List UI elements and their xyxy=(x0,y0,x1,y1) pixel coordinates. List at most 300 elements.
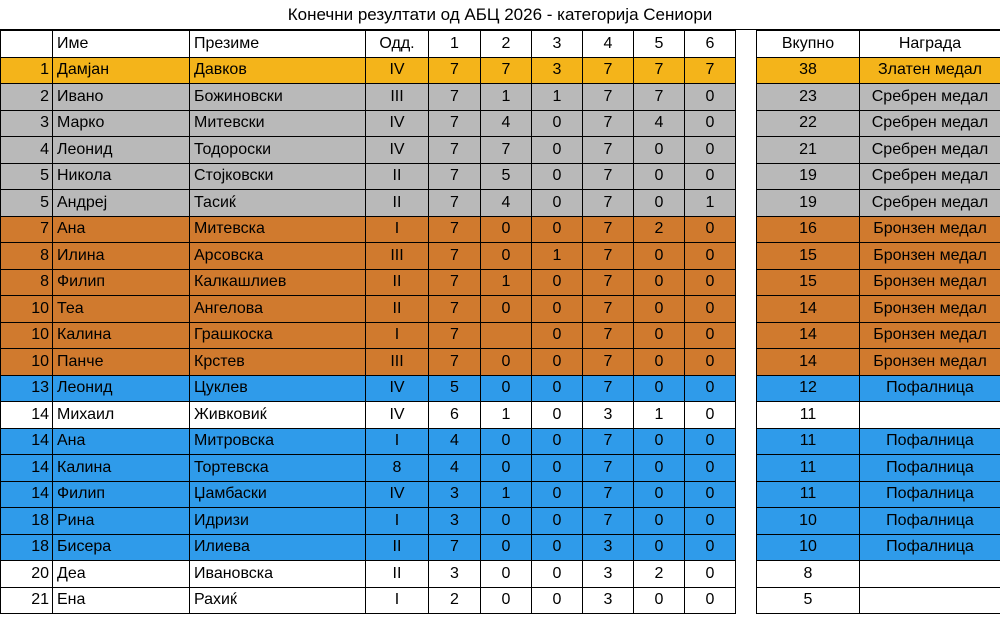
score-cell-6: 0 xyxy=(685,243,736,270)
score-cell-6: 1 xyxy=(685,190,736,217)
last-name-cell: Рахиќ xyxy=(190,587,366,614)
score-cell-1: 4 xyxy=(429,428,481,455)
rank-cell: 5 xyxy=(1,190,53,217)
table-row xyxy=(1,402,1000,429)
spacer-cell xyxy=(736,402,757,429)
score-cell-2: 0 xyxy=(481,375,532,402)
score-cell-6: 0 xyxy=(685,587,736,614)
score-cell-6: 0 xyxy=(685,349,736,376)
first-name-cell: Леонид xyxy=(53,375,190,402)
score-cell-6: 0 xyxy=(685,163,736,190)
table-row xyxy=(1,428,1000,455)
score-cell-2: 0 xyxy=(481,508,532,535)
score-cell-5: 4 xyxy=(634,110,685,137)
score-cell-4: 7 xyxy=(583,163,634,190)
header-problem-5: 5 xyxy=(634,31,685,58)
spacer-cell xyxy=(736,455,757,482)
class-cell: II xyxy=(366,534,429,561)
score-cell-4: 3 xyxy=(583,402,634,429)
spacer-cell xyxy=(736,561,757,588)
total-cell: 14 xyxy=(757,296,860,323)
score-cell-3: 0 xyxy=(532,296,583,323)
score-cell-6: 0 xyxy=(685,402,736,429)
award-cell xyxy=(860,587,1000,614)
score-cell-6: 0 xyxy=(685,561,736,588)
last-name-cell: Крстев xyxy=(190,349,366,376)
header-rank xyxy=(1,31,53,58)
spacer-cell xyxy=(736,349,757,376)
score-cell-2: 4 xyxy=(481,190,532,217)
award-cell: Пофалница xyxy=(860,534,1000,561)
score-cell-5: 0 xyxy=(634,349,685,376)
score-cell-2: 0 xyxy=(481,561,532,588)
score-cell-1: 3 xyxy=(429,561,481,588)
score-cell-4: 7 xyxy=(583,322,634,349)
rank-cell: 7 xyxy=(1,216,53,243)
spacer-cell xyxy=(736,534,757,561)
class-cell: IV xyxy=(366,375,429,402)
last-name-cell: Ивановска xyxy=(190,561,366,588)
last-name-cell: Ангелова xyxy=(190,296,366,323)
spacer-cell xyxy=(736,428,757,455)
sheet-title: Конечни резултати од АБЦ 2026 - категорија Сениори xyxy=(0,0,1000,30)
first-name-cell: Калина xyxy=(53,322,190,349)
award-cell xyxy=(860,402,1000,429)
header-total: Вкупно xyxy=(757,31,860,58)
score-cell-1: 2 xyxy=(429,587,481,614)
first-name-cell: Дамјан xyxy=(53,57,190,84)
header-problem-1: 1 xyxy=(429,31,481,58)
last-name-cell: Митевска xyxy=(190,216,366,243)
class-cell: IV xyxy=(366,137,429,164)
rank-cell: 10 xyxy=(1,349,53,376)
results-table xyxy=(0,30,1000,614)
spacer-cell xyxy=(736,269,757,296)
rank-cell: 2 xyxy=(1,84,53,111)
award-cell: Пофалница xyxy=(860,375,1000,402)
spacer-cell xyxy=(736,375,757,402)
class-cell: II xyxy=(366,296,429,323)
score-cell-4: 7 xyxy=(583,428,634,455)
total-cell: 11 xyxy=(757,455,860,482)
score-cell-4: 7 xyxy=(583,455,634,482)
last-name-cell: Божиновски xyxy=(190,84,366,111)
score-cell-4: 7 xyxy=(583,110,634,137)
table-row xyxy=(1,455,1000,482)
score-cell-3: 0 xyxy=(532,190,583,217)
score-cell-3: 0 xyxy=(532,216,583,243)
score-cell-1: 7 xyxy=(429,243,481,270)
score-cell-6: 0 xyxy=(685,455,736,482)
first-name-cell: Андреј xyxy=(53,190,190,217)
score-cell-5: 2 xyxy=(634,561,685,588)
score-cell-5: 0 xyxy=(634,428,685,455)
award-cell: Пофалница xyxy=(860,481,1000,508)
last-name-cell: Џамбаски xyxy=(190,481,366,508)
first-name-cell: Рина xyxy=(53,508,190,535)
rank-cell: 8 xyxy=(1,243,53,270)
header-problem-2: 2 xyxy=(481,31,532,58)
header-last-name: Презиме xyxy=(190,31,366,58)
rank-cell: 5 xyxy=(1,163,53,190)
last-name-cell: Тасиќ xyxy=(190,190,366,217)
first-name-cell: Филип xyxy=(53,269,190,296)
total-cell: 14 xyxy=(757,322,860,349)
table-row xyxy=(1,375,1000,402)
rank-cell: 14 xyxy=(1,402,53,429)
award-cell: Сребрен медал xyxy=(860,163,1000,190)
score-cell-6: 0 xyxy=(685,375,736,402)
spacer-cell xyxy=(736,243,757,270)
spacer-cell xyxy=(736,481,757,508)
class-cell: I xyxy=(366,508,429,535)
score-cell-3: 3 xyxy=(532,57,583,84)
total-cell: 10 xyxy=(757,508,860,535)
rank-cell: 14 xyxy=(1,455,53,482)
spacer-cell xyxy=(736,216,757,243)
rank-cell: 4 xyxy=(1,137,53,164)
score-cell-5: 0 xyxy=(634,296,685,323)
score-cell-4: 7 xyxy=(583,216,634,243)
score-cell-4: 7 xyxy=(583,57,634,84)
header-class: Одд. xyxy=(366,31,429,58)
award-cell: Бронзен медал xyxy=(860,296,1000,323)
award-cell: Сребрен медал xyxy=(860,137,1000,164)
total-cell: 15 xyxy=(757,243,860,270)
score-cell-1: 7 xyxy=(429,216,481,243)
score-cell-5: 0 xyxy=(634,243,685,270)
score-cell-6: 0 xyxy=(685,84,736,111)
total-cell: 23 xyxy=(757,84,860,111)
award-cell: Сребрен медал xyxy=(860,190,1000,217)
spacer-cell xyxy=(736,296,757,323)
score-cell-1: 7 xyxy=(429,269,481,296)
rank-cell: 18 xyxy=(1,534,53,561)
score-cell-1: 3 xyxy=(429,508,481,535)
score-cell-2: 0 xyxy=(481,296,532,323)
total-cell: 22 xyxy=(757,110,860,137)
score-cell-1: 5 xyxy=(429,375,481,402)
score-cell-4: 7 xyxy=(583,84,634,111)
rank-cell: 3 xyxy=(1,110,53,137)
score-cell-2: 1 xyxy=(481,481,532,508)
award-cell: Бронзен медал xyxy=(860,349,1000,376)
score-cell-3: 1 xyxy=(532,243,583,270)
score-cell-6: 0 xyxy=(685,137,736,164)
total-cell: 5 xyxy=(757,587,860,614)
score-cell-6: 0 xyxy=(685,296,736,323)
last-name-cell: Грашкоска xyxy=(190,322,366,349)
score-cell-6: 0 xyxy=(685,216,736,243)
class-cell: II xyxy=(366,190,429,217)
rank-cell: 20 xyxy=(1,561,53,588)
total-cell: 8 xyxy=(757,561,860,588)
score-cell-5: 0 xyxy=(634,481,685,508)
award-cell: Златен медал xyxy=(860,57,1000,84)
class-cell: II xyxy=(366,561,429,588)
score-cell-4: 7 xyxy=(583,349,634,376)
score-cell-1: 4 xyxy=(429,455,481,482)
score-cell-3: 0 xyxy=(532,110,583,137)
score-cell-6: 0 xyxy=(685,481,736,508)
rank-cell: 18 xyxy=(1,508,53,535)
class-cell: IV xyxy=(366,402,429,429)
table-row xyxy=(1,296,1000,323)
score-cell-2: 1 xyxy=(481,269,532,296)
score-cell-6: 0 xyxy=(685,110,736,137)
score-cell-6: 0 xyxy=(685,269,736,296)
table-row xyxy=(1,84,1000,111)
score-cell-1: 7 xyxy=(429,110,481,137)
first-name-cell: Никола xyxy=(53,163,190,190)
last-name-cell: Идризи xyxy=(190,508,366,535)
spacer-cell xyxy=(736,57,757,84)
score-cell-3: 1 xyxy=(532,84,583,111)
last-name-cell: Илиева xyxy=(190,534,366,561)
award-cell xyxy=(860,561,1000,588)
last-name-cell: Арсовска xyxy=(190,243,366,270)
score-cell-3: 0 xyxy=(532,561,583,588)
score-cell-4: 7 xyxy=(583,190,634,217)
score-cell-2: 0 xyxy=(481,428,532,455)
class-cell: IV xyxy=(366,481,429,508)
header-spacer xyxy=(736,31,757,58)
table-row xyxy=(1,349,1000,376)
first-name-cell: Илина xyxy=(53,243,190,270)
score-cell-3: 0 xyxy=(532,163,583,190)
first-name-cell: Бисера xyxy=(53,534,190,561)
class-cell: II xyxy=(366,269,429,296)
award-cell: Пофалница xyxy=(860,428,1000,455)
total-cell: 12 xyxy=(757,375,860,402)
score-cell-2: 0 xyxy=(481,587,532,614)
score-cell-3: 0 xyxy=(532,269,583,296)
spacer-cell xyxy=(736,508,757,535)
award-cell: Сребрен медал xyxy=(860,110,1000,137)
first-name-cell: Ена xyxy=(53,587,190,614)
score-cell-2 xyxy=(481,322,532,349)
score-cell-1: 7 xyxy=(429,296,481,323)
score-cell-1: 7 xyxy=(429,322,481,349)
score-cell-5: 0 xyxy=(634,534,685,561)
total-cell: 14 xyxy=(757,349,860,376)
award-cell: Бронзен медал xyxy=(860,322,1000,349)
score-cell-1: 7 xyxy=(429,137,481,164)
score-cell-4: 7 xyxy=(583,481,634,508)
last-name-cell: Стојковски xyxy=(190,163,366,190)
total-cell: 11 xyxy=(757,481,860,508)
first-name-cell: Ана xyxy=(53,216,190,243)
rank-cell: 8 xyxy=(1,269,53,296)
score-cell-3: 0 xyxy=(532,587,583,614)
table-row xyxy=(1,534,1000,561)
table-row xyxy=(1,216,1000,243)
score-cell-3: 0 xyxy=(532,455,583,482)
score-cell-3: 0 xyxy=(532,322,583,349)
total-cell: 16 xyxy=(757,216,860,243)
class-cell: I xyxy=(366,216,429,243)
spacer-cell xyxy=(736,137,757,164)
first-name-cell: Леонид xyxy=(53,137,190,164)
table-row xyxy=(1,190,1000,217)
first-name-cell: Калина xyxy=(53,455,190,482)
score-cell-5: 0 xyxy=(634,190,685,217)
score-cell-3: 0 xyxy=(532,402,583,429)
total-cell: 19 xyxy=(757,190,860,217)
score-cell-6: 0 xyxy=(685,322,736,349)
score-cell-5: 0 xyxy=(634,137,685,164)
spacer-cell xyxy=(736,190,757,217)
class-cell: I xyxy=(366,587,429,614)
score-cell-6: 0 xyxy=(685,508,736,535)
score-cell-1: 7 xyxy=(429,84,481,111)
total-cell: 38 xyxy=(757,57,860,84)
class-cell: III xyxy=(366,84,429,111)
last-name-cell: Живковиќ xyxy=(190,402,366,429)
header-row xyxy=(1,31,1000,58)
score-cell-5: 0 xyxy=(634,375,685,402)
score-cell-6: 7 xyxy=(685,57,736,84)
score-cell-2: 0 xyxy=(481,243,532,270)
last-name-cell: Тортевска xyxy=(190,455,366,482)
score-cell-6: 0 xyxy=(685,428,736,455)
score-cell-5: 7 xyxy=(634,57,685,84)
award-cell: Пофалница xyxy=(860,455,1000,482)
header-problem-3: 3 xyxy=(532,31,583,58)
score-cell-2: 4 xyxy=(481,110,532,137)
score-cell-5: 7 xyxy=(634,84,685,111)
class-cell: IV xyxy=(366,57,429,84)
class-cell: III xyxy=(366,243,429,270)
table-row xyxy=(1,561,1000,588)
score-cell-5: 0 xyxy=(634,587,685,614)
score-cell-4: 7 xyxy=(583,243,634,270)
rank-cell: 10 xyxy=(1,322,53,349)
spacer-cell xyxy=(736,587,757,614)
rank-cell: 10 xyxy=(1,296,53,323)
score-cell-3: 0 xyxy=(532,137,583,164)
last-name-cell: Тодороски xyxy=(190,137,366,164)
header-problem-4: 4 xyxy=(583,31,634,58)
score-cell-3: 0 xyxy=(532,534,583,561)
rank-cell: 21 xyxy=(1,587,53,614)
spacer-cell xyxy=(736,322,757,349)
table-row xyxy=(1,110,1000,137)
award-cell: Бронзен медал xyxy=(860,269,1000,296)
score-cell-2: 0 xyxy=(481,455,532,482)
total-cell: 21 xyxy=(757,137,860,164)
first-name-cell: Деа xyxy=(53,561,190,588)
score-cell-2: 0 xyxy=(481,534,532,561)
score-cell-4: 3 xyxy=(583,534,634,561)
total-cell: 19 xyxy=(757,163,860,190)
score-cell-1: 7 xyxy=(429,349,481,376)
total-cell: 10 xyxy=(757,534,860,561)
last-name-cell: Калкашлиев xyxy=(190,269,366,296)
score-cell-1: 7 xyxy=(429,190,481,217)
score-cell-3: 0 xyxy=(532,349,583,376)
rank-cell: 13 xyxy=(1,375,53,402)
table-row xyxy=(1,269,1000,296)
score-cell-1: 7 xyxy=(429,163,481,190)
class-cell: 8 xyxy=(366,455,429,482)
last-name-cell: Цуклев xyxy=(190,375,366,402)
total-cell: 15 xyxy=(757,269,860,296)
score-cell-5: 1 xyxy=(634,402,685,429)
table-row xyxy=(1,481,1000,508)
table-row xyxy=(1,322,1000,349)
score-cell-4: 3 xyxy=(583,561,634,588)
score-cell-5: 0 xyxy=(634,322,685,349)
spacer-cell xyxy=(736,84,757,111)
score-cell-1: 6 xyxy=(429,402,481,429)
score-cell-2: 5 xyxy=(481,163,532,190)
score-cell-5: 2 xyxy=(634,216,685,243)
total-cell: 11 xyxy=(757,402,860,429)
score-cell-4: 7 xyxy=(583,137,634,164)
first-name-cell: Теа xyxy=(53,296,190,323)
score-cell-5: 0 xyxy=(634,508,685,535)
header-problem-6: 6 xyxy=(685,31,736,58)
table-row xyxy=(1,163,1000,190)
score-cell-6: 0 xyxy=(685,534,736,561)
class-cell: I xyxy=(366,322,429,349)
score-cell-1: 3 xyxy=(429,481,481,508)
header-award: Награда xyxy=(860,31,1000,58)
score-cell-2: 7 xyxy=(481,57,532,84)
first-name-cell: Ивано xyxy=(53,84,190,111)
last-name-cell: Митевски xyxy=(190,110,366,137)
score-cell-1: 7 xyxy=(429,57,481,84)
last-name-cell: Давков xyxy=(190,57,366,84)
table-row xyxy=(1,508,1000,535)
score-cell-5: 0 xyxy=(634,163,685,190)
last-name-cell: Митровска xyxy=(190,428,366,455)
award-cell: Бронзен медал xyxy=(860,216,1000,243)
award-cell: Сребрен медал xyxy=(860,84,1000,111)
score-cell-4: 7 xyxy=(583,269,634,296)
score-cell-2: 1 xyxy=(481,402,532,429)
score-cell-3: 0 xyxy=(532,508,583,535)
score-cell-4: 3 xyxy=(583,587,634,614)
first-name-cell: Михаил xyxy=(53,402,190,429)
first-name-cell: Марко xyxy=(53,110,190,137)
award-cell: Бронзен медал xyxy=(860,243,1000,270)
total-cell: 11 xyxy=(757,428,860,455)
rank-cell: 14 xyxy=(1,428,53,455)
class-cell: I xyxy=(366,428,429,455)
first-name-cell: Филип xyxy=(53,481,190,508)
rank-cell: 1 xyxy=(1,57,53,84)
first-name-cell: Панче xyxy=(53,349,190,376)
score-cell-2: 1 xyxy=(481,84,532,111)
spacer-cell xyxy=(736,110,757,137)
score-cell-4: 7 xyxy=(583,508,634,535)
score-cell-3: 0 xyxy=(532,481,583,508)
table-row xyxy=(1,137,1000,164)
score-cell-2: 7 xyxy=(481,137,532,164)
score-cell-5: 0 xyxy=(634,269,685,296)
score-cell-4: 7 xyxy=(583,375,634,402)
score-cell-3: 0 xyxy=(532,375,583,402)
class-cell: III xyxy=(366,349,429,376)
spacer-cell xyxy=(736,163,757,190)
table-row xyxy=(1,57,1000,84)
header-first-name: Име xyxy=(53,31,190,58)
table-row xyxy=(1,587,1000,614)
table-row xyxy=(1,243,1000,270)
score-cell-3: 0 xyxy=(532,428,583,455)
